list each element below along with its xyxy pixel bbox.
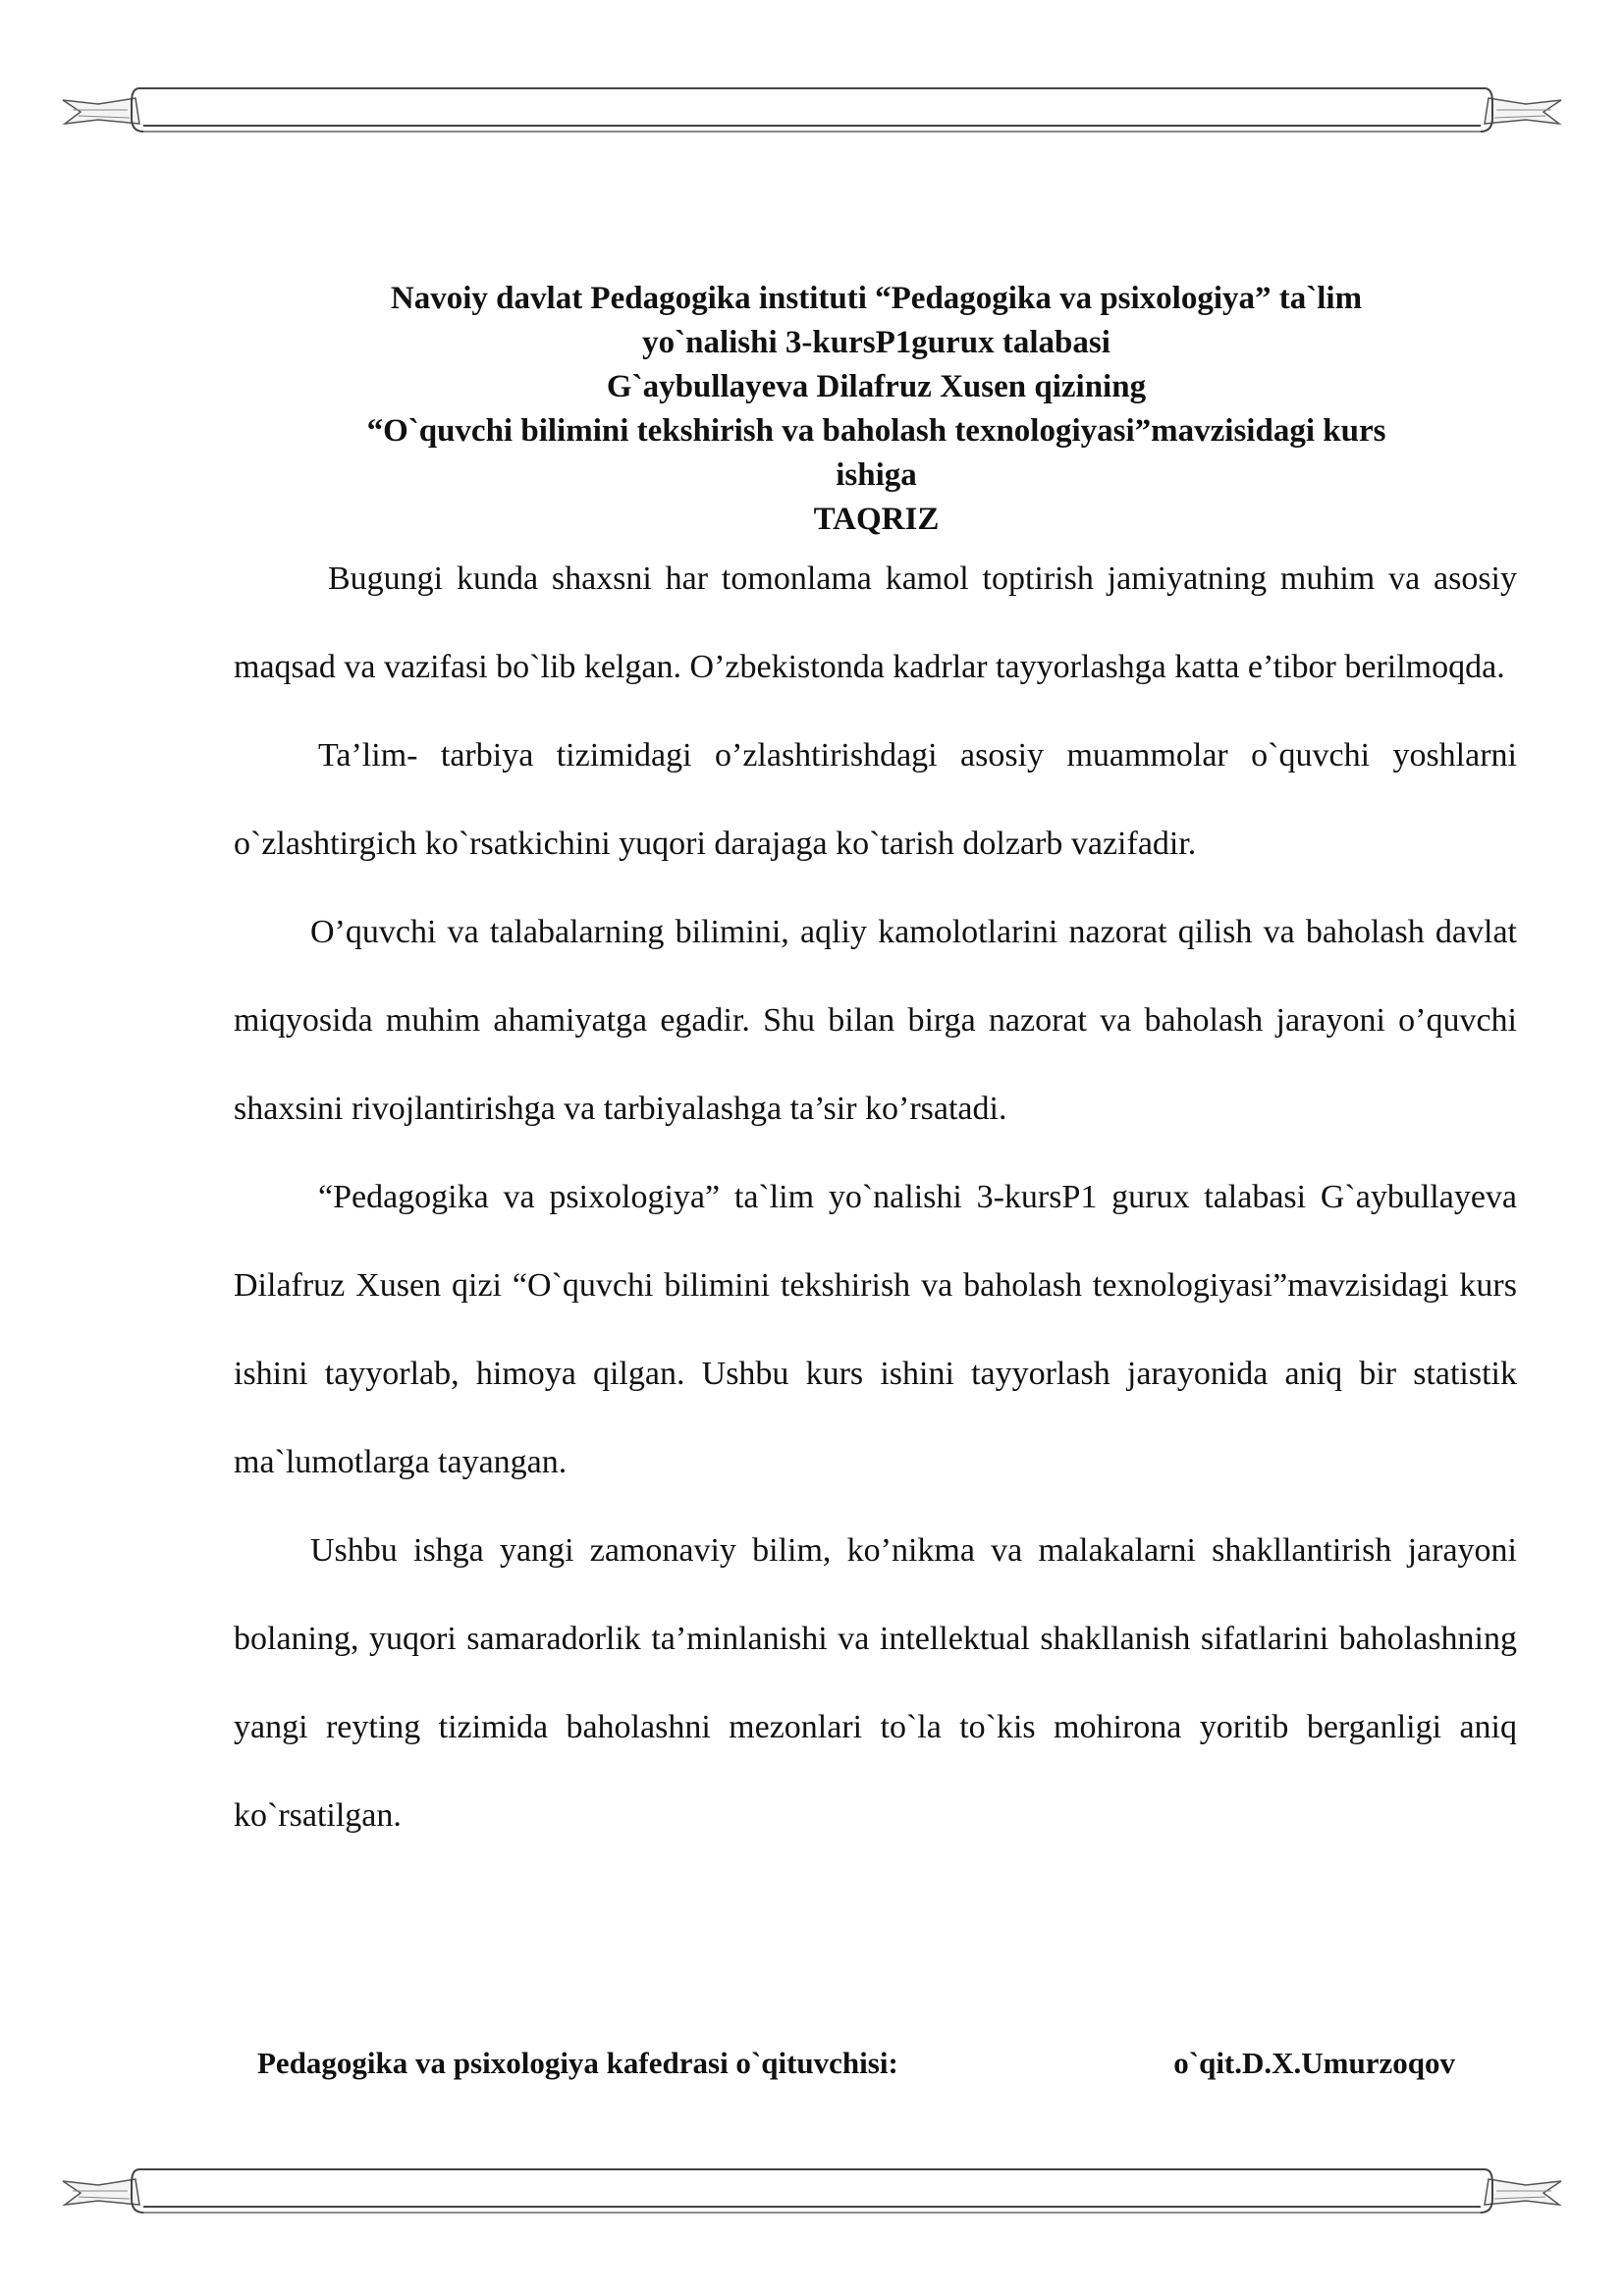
- paragraph-4: “Pedagogika va psixologiya” ta`lim yo`nalishi 3-kursP1 gurux talabasi G`aybullayeva Dilafruz Xusen qizi “O`quvchi bilimini tekshirish va baholash texnologiyasi”mavzisidagi kurs ishini tayyorlab, himoya qilgan. Ushbu kurs ishini tayyorlash jarayonida aniq bir statistik ma`lumotlarga tayangan.: [234, 1179, 1517, 1480]
- paragraph-1: Bugungi kunda shaxsni har tomonlama kamol toptirish jamiyatning muhim va asosiy maqsad va vazifasi bo`lib kelgan. O’zbekistonda kadrlar tayyorlashga katta e’tibor berilmoqda.: [234, 561, 1517, 685]
- paragraph-5: Ushbu ishga yangi zamonaviy bilim, ko’nikma va malakalarni shakllantirish jarayoni bolaning, yuqori samaradorlik ta’minlanishi va intellektual shakllanish sifatlarini baholashning yangi reyting tizimida baholashni mezonlari to`la to`kis mohirona yoritib berganligi aniq ko`rsatilgan.: [234, 1532, 1517, 1834]
- top-border-ornament: [59, 80, 1565, 139]
- reviewer-position: Pedagogika va psixologiya kafedrasi o`qituvchisi:: [257, 2046, 898, 2080]
- header-line-3: G`aybullayeva Dilafruz Xusen qizining: [606, 369, 1147, 404]
- bottom-border-ornament: [59, 2162, 1565, 2220]
- header-line-1: Navoiy davlat Pedagogika instituti “Pedagogika va psixologiya” ta`lim: [390, 281, 1363, 316]
- header-line-2: yo`nalishi 3-kursP1gurux talabasi: [642, 325, 1110, 360]
- header-line-4: “O`quvchi bilimini tekshirish va baholash texnologiyasi”mavzisidagi kurs: [366, 413, 1386, 449]
- paragraph-2: Ta’lim- tarbiya tizimidagi o’zlashtirishdagi asosiy muammolar o`quvchi yoshlarni o`zlashtirgich ko`rsatkichini yuqori darajaga ko`tarish dolzarb vazifadir.: [234, 737, 1517, 862]
- reviewer-name: o`qit.D.X.Umurzoqov: [1173, 2046, 1455, 2080]
- review-header: [236, 277, 1517, 542]
- review-body: [234, 535, 1517, 1860]
- document-title: TAQRIZ: [813, 502, 940, 537]
- header-line-5: ishiga: [836, 457, 917, 493]
- paragraph-3: O’quvchi va talabalarning bilimini, aqliy kamolotlarini nazorat qilish va baholash davlat miqyosida muhim ahamiyatga egadir. Shu bilan birga nazorat va baholash jarayoni o’quvchi shaxsini rivojlantirishga va tarbiyalashga ta’sir ko’rsatadi.: [234, 914, 1517, 1127]
